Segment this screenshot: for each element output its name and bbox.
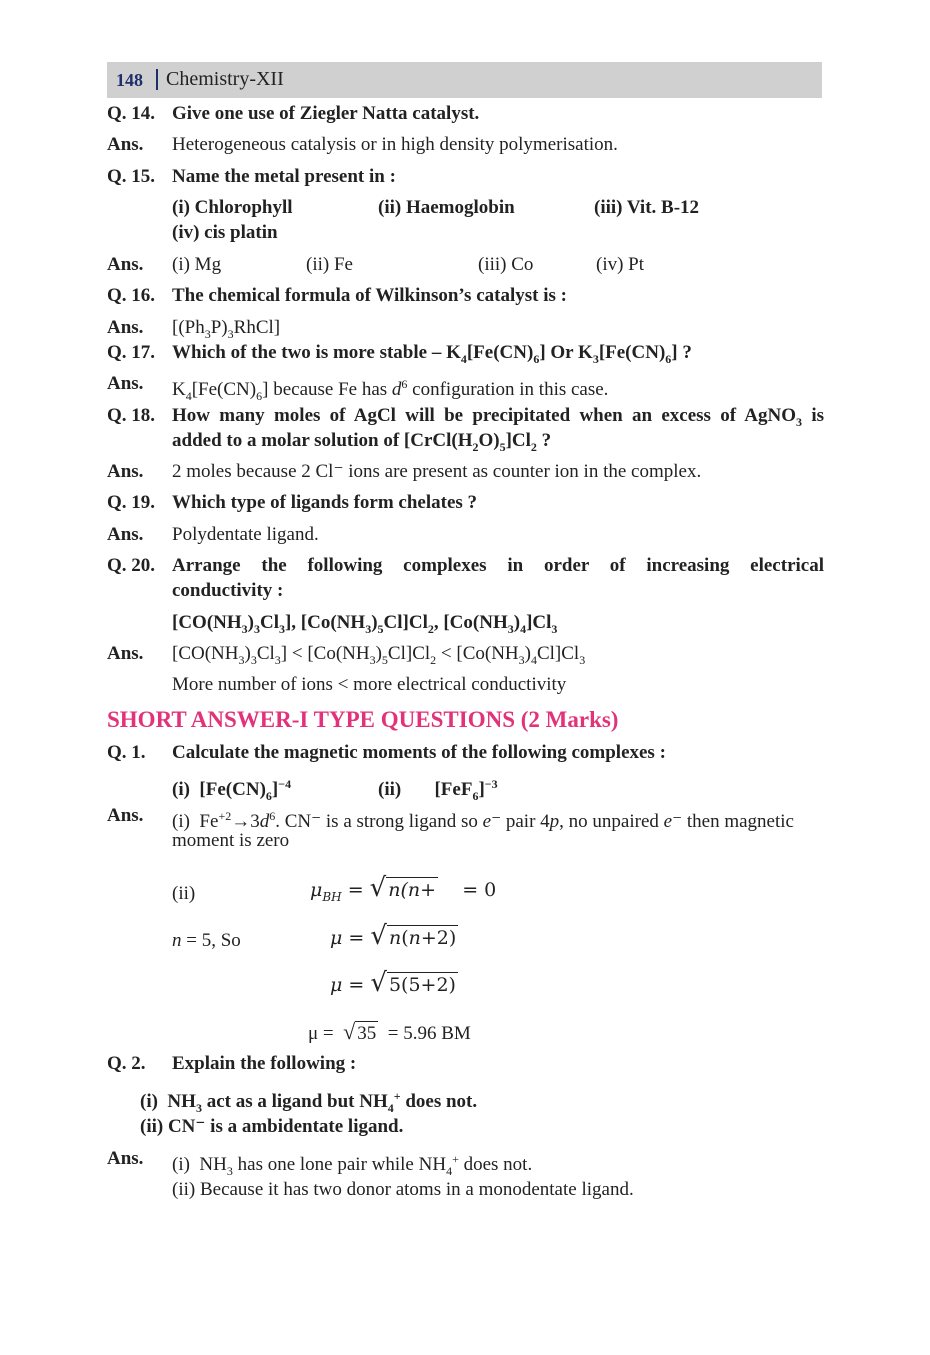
q17-answer: $K_4[Fe(CN)_6]$ because Fe has $d^6$ configuration in this case. (172, 377, 609, 403)
mu-result: μ = √ 35 = 5.96 BM (308, 1019, 471, 1044)
q20-label: Q. 20. (107, 555, 156, 576)
q15-option-3: (iii) Vit. B-12 (594, 197, 700, 218)
q19-label: Q. 19. (107, 492, 156, 513)
sq2-text: Explain the following : (172, 1053, 357, 1074)
q16-label: Q. 16. (107, 285, 156, 306)
q14-label: Q. 14. (107, 103, 156, 124)
q18-text-line1: How many moles of AgCl will be precipitated when an excess of AgNO$_3$ is (172, 405, 824, 429)
q17-ans-label: Ans. (107, 373, 144, 394)
sq1-text: Calculate the magnetic moments of the following complexes : (172, 742, 666, 763)
sq2-item-i: (i) $NH_3$ act as a ligand but $NH_4^+$ does not. (140, 1089, 478, 1115)
q15-text: Name the metal present in : (172, 166, 396, 187)
n-equals-5: n = 5, So (172, 930, 241, 951)
q20-complexes: $[CO(NH_3)_3Cl_3]$, $[Co(NH_3)_5Cl]Cl_2$, $[Co(NH_3)_4]Cl_3$ (172, 612, 558, 636)
q14-answer: Heterogeneous catalysis or in high density polymerisation. (172, 134, 618, 155)
mu-bh-formula: $\mu_{BH}$ = √ n(n+ = 0 (310, 873, 497, 904)
sq1-answer-line2: moment is zero (172, 830, 290, 851)
sq1-part2-label: (ii) (172, 883, 196, 904)
sq2-item-ii: (ii) CN⁻ is a ambidentate ligand. (140, 1116, 404, 1137)
q15-label: Q. 15. (107, 166, 156, 187)
q18-answer: 2 moles because 2 Cl⁻ ions are present as counter ion in the complex. (172, 461, 702, 482)
q17-label: Q. 17. (107, 342, 156, 363)
sq2-answer-ii: (ii) Because it has two donor atoms in a monodentate ligand. (172, 1179, 634, 1200)
q15-option-1: (i) Chlorophyll (172, 197, 293, 218)
q20-text-line2: conductivity : (172, 580, 284, 601)
q18-text-line2: added to a molar solution of $[CrCl(H_2O)_5]Cl_2$ ? (172, 430, 552, 454)
q16-text: The chemical formula of Wilkinson’s catalyst is : (172, 285, 567, 306)
section-heading: SHORT ANSWER-I TYPE QUESTIONS (2 Marks) (107, 707, 619, 732)
q18-ans-label: Ans. (107, 461, 144, 482)
q18-label: Q. 18. (107, 405, 156, 426)
q14-text: Give one use of Ziegler Natta catalyst. (172, 103, 480, 124)
sq1-part-ii: (ii) $[FeF_6]^{-3}$ (378, 777, 498, 803)
q19-ans-label: Ans. (107, 524, 144, 545)
q14-ans-label: Ans. (107, 134, 144, 155)
page-number: 148 (116, 70, 143, 90)
q20-answer-note: More number of ions < more electrical conductivity (172, 674, 567, 695)
header-divider (156, 69, 158, 90)
sq1-part-i: (i) $[Fe(CN)_6]^{-4}$ (172, 777, 292, 803)
sq2-label: Q. 2. (107, 1053, 146, 1074)
page-header (107, 62, 822, 98)
sq1-ans-label: Ans. (107, 805, 144, 826)
q15-option-4: (iv) cis platin (172, 222, 278, 243)
mu-result-value: = 5.96 BM (387, 1023, 471, 1044)
book-title: Chemistry-XII (166, 68, 284, 90)
q16-ans-label: Ans. (107, 317, 144, 338)
q15-answer-4: (iv) Pt (596, 254, 645, 275)
sq2-ans-label: Ans. (107, 1148, 144, 1169)
q17-text: Which of the two is more stable – $K_4[Fe(CN)_6]$ Or $K_3[Fe(CN)_6]$ ? (172, 342, 692, 366)
q20-answer-order: $[CO(NH_3)_3Cl_3] < [Co(NH_3)_5Cl]Cl_2 < [Co(NH_3)_4Cl]Cl_3$ (172, 643, 586, 667)
q15-answer-2: (ii) Fe (306, 254, 353, 275)
sq1-label: Q. 1. (107, 742, 146, 763)
sq2-answer-i: (i) $NH_3$ has one lone pair while $NH_4^+$ does not. (172, 1152, 533, 1178)
sq1-answer-line1: (i) $Fe^{+2}\to 3d^6$. CN⁻ is a strong ligand so e⁻ pair 4p, no unpaired e⁻ then magnetic (172, 809, 794, 832)
q16-answer-formula: $[(Ph_3P)_3RhCl]$ (172, 317, 281, 341)
q19-text: Which type of ligands form chelates ? (172, 492, 478, 513)
q15-option-2: (ii) Haemoglobin (378, 197, 515, 218)
q15-answer-1: (i) Mg (172, 254, 222, 275)
q15-ans-label: Ans. (107, 254, 144, 275)
q20-text-line1: Arrange the following complexes in order of increasing electrical (172, 555, 824, 576)
mu-formula-general: μ = √ n(n+2) (330, 921, 457, 951)
mu-formula-substituted: μ = √ 5(5+2) (330, 968, 456, 998)
q15-answer-3: (iii) Co (478, 254, 534, 275)
q20-ans-label: Ans. (107, 643, 144, 664)
q19-answer: Polydentate ligand. (172, 524, 319, 545)
